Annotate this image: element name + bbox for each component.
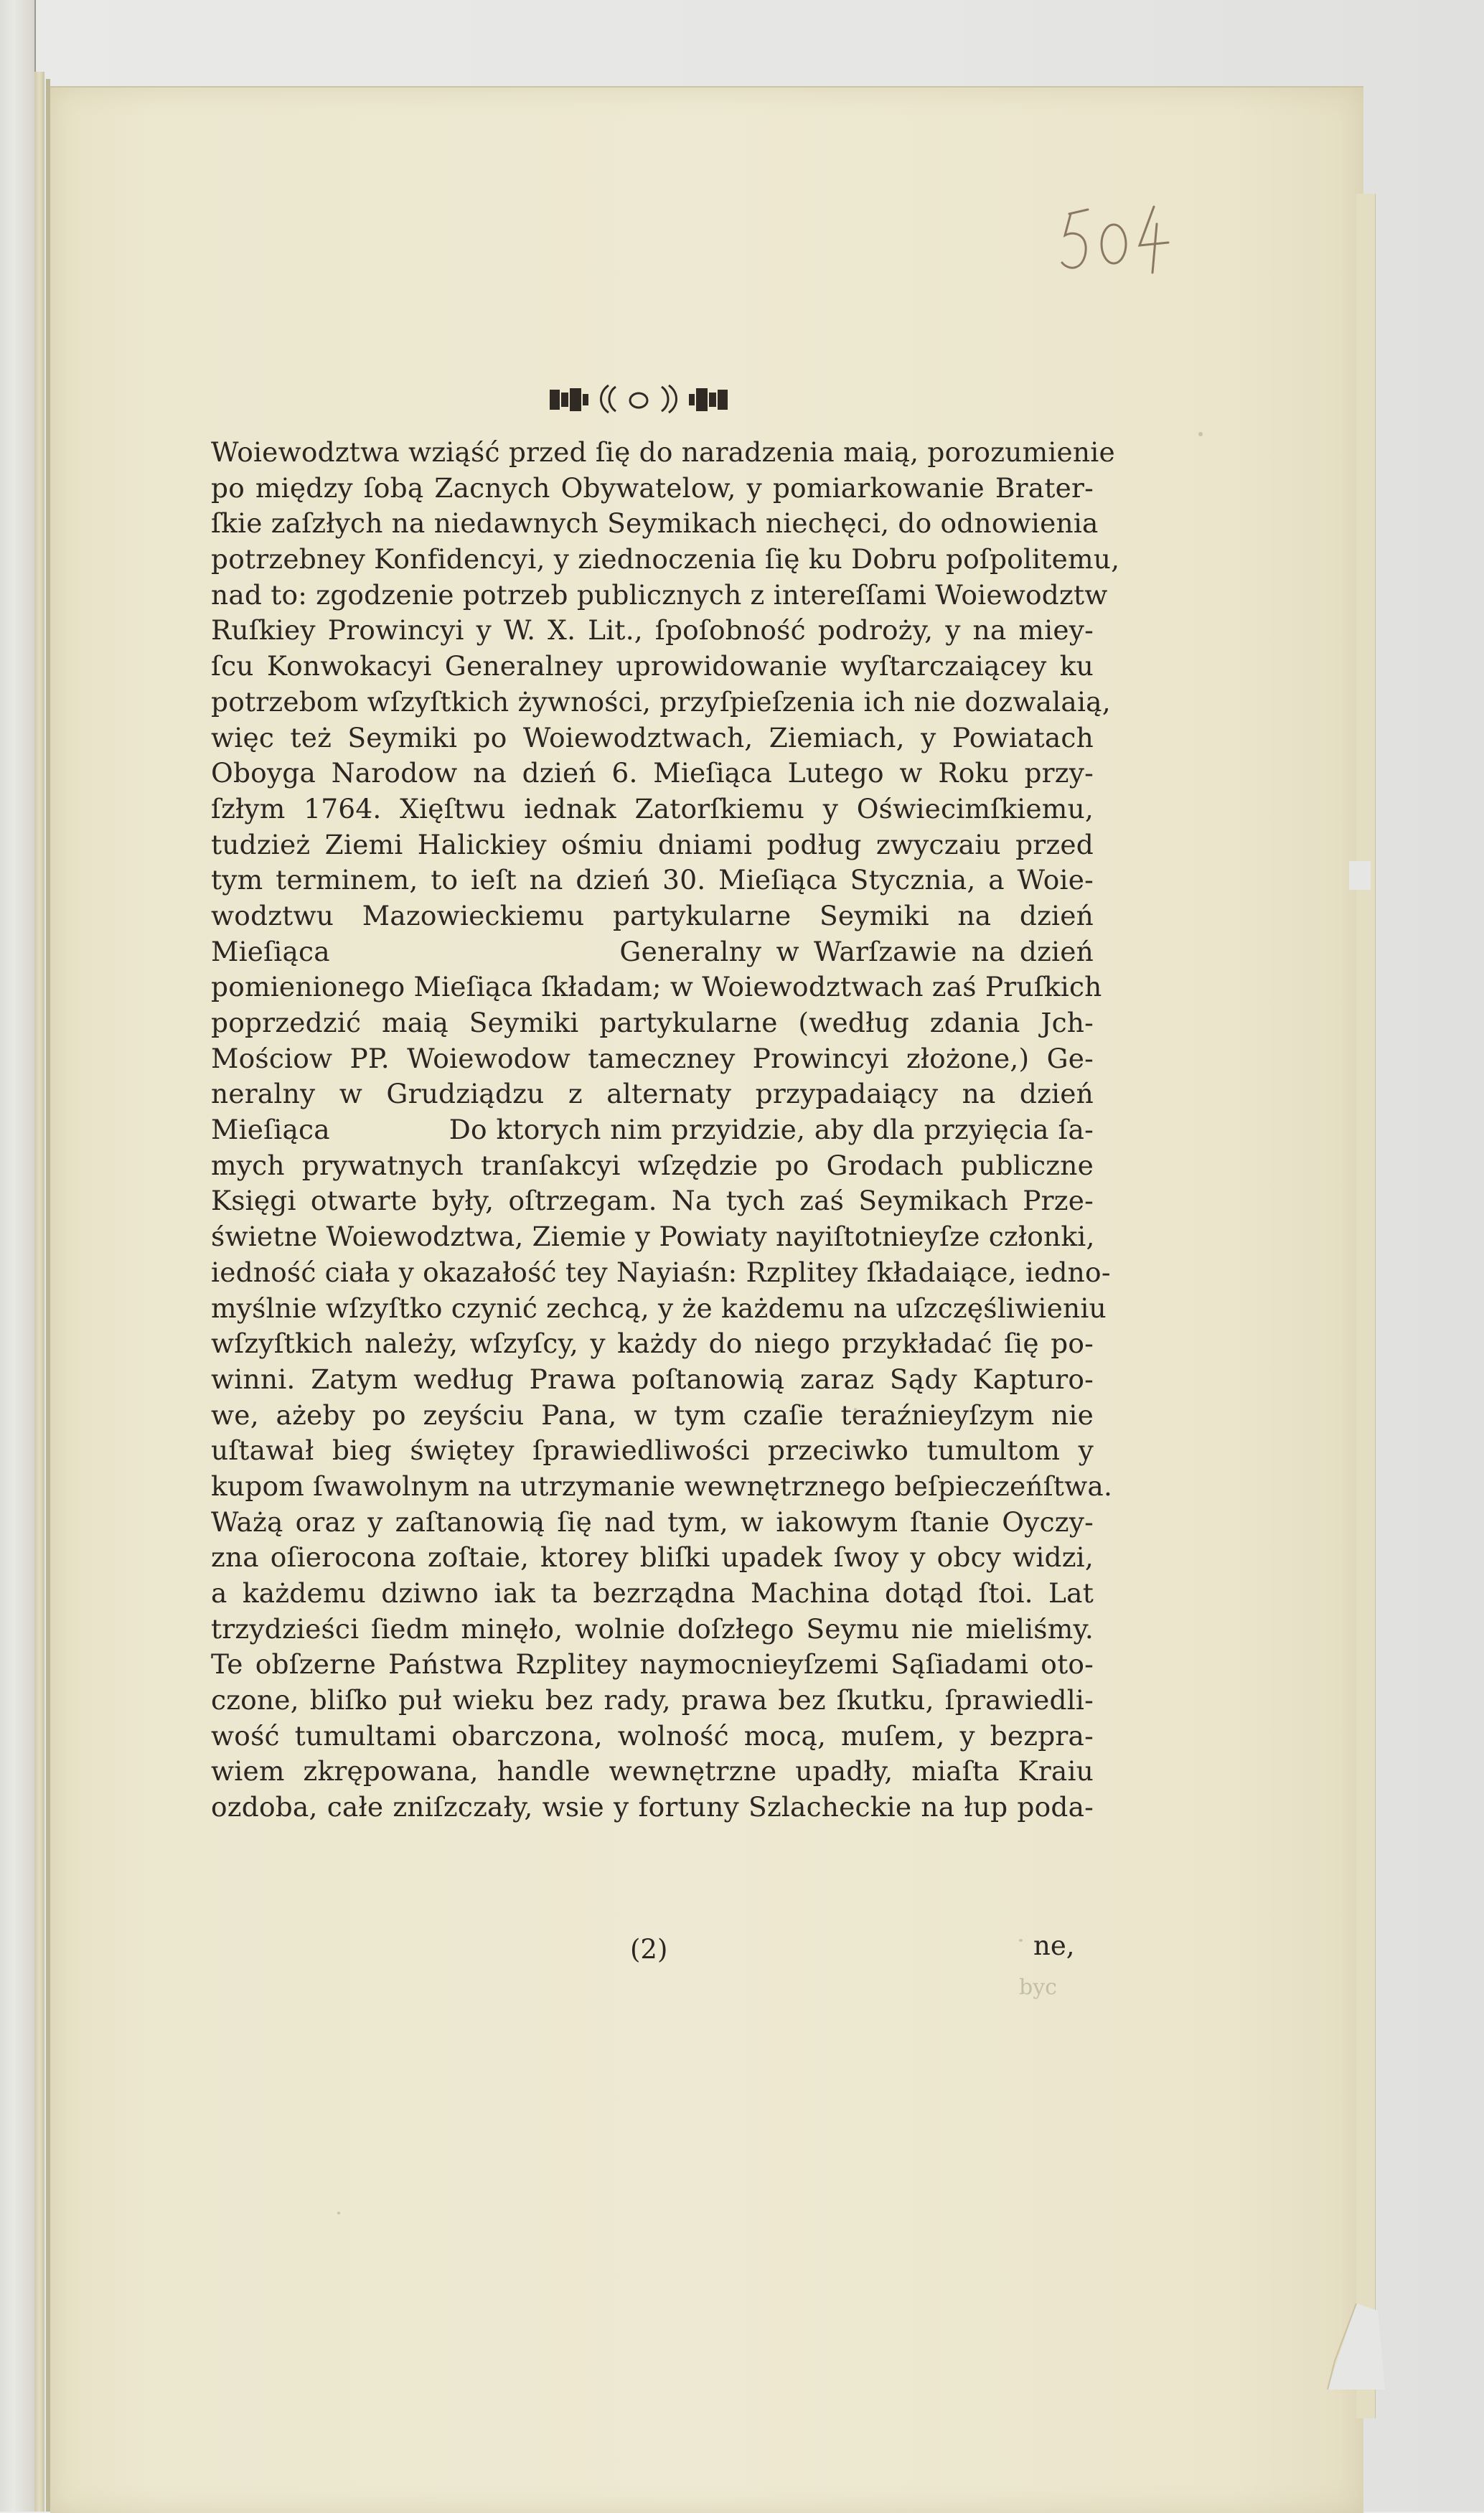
text-line: wość tumultami obarczona, wolność mocą, muſem, y bezpra- <box>211 1719 1094 1752</box>
text-line: ozdoba, całe zniſzczały, wsie y fortuny Szlacheckie na łup poda- <box>211 1791 1094 1823</box>
text-line: Woiewodztwa wziąść przed ſię do naradzenia maią, porozumienie <box>211 436 1115 468</box>
text-line: myślnie wſzyſtko czynić zechcą, y że każdemu na uſzczęśliwieniu <box>211 1292 1107 1324</box>
text-line: kupom ſwawolnym na utrzymanie wewnętrznego beſpieczeńſtwa. <box>211 1470 1113 1502</box>
text-line: Księgi otwarte były, oſtrzegam. Na tych zaś Seymikach Prze- <box>211 1185 1094 1217</box>
text-line: we, ażeby po zeyściu Pana, w tym czaſie teraźnieyſzym nie <box>211 1399 1094 1431</box>
text-line: neralny w Grudziądzu z alternaty przypadaiący na dzień <box>211 1078 1094 1110</box>
page-stack-edge <box>34 72 44 2512</box>
text-line: Te obſzerne Państwa Rzplitey naymocnieyſzemi Sąſiadami oto- <box>211 1648 1094 1681</box>
folio-number: (2) <box>630 1934 668 1965</box>
paper-speck <box>1198 432 1203 436</box>
bleed-through-word: byc <box>1019 1975 1057 2000</box>
text-line: wiem zkrępowana, handle wewnętrzne upadły, miaſta Kraiu <box>211 1755 1094 1788</box>
text-line: ſcu Konwokacyi Generalney uprowidowanie wyſtarczaiącey ku <box>211 650 1094 682</box>
catchword: ne, <box>1033 1930 1075 1961</box>
handwritten-number-icon <box>1055 192 1177 286</box>
ornament-icon <box>545 377 732 420</box>
text-line: świetne Woiewodztwa, Ziemie y Powiaty nayiſtotnieyſze członki, <box>211 1221 1095 1253</box>
text-line: tudzież Ziemi Halickiey ośmiu dniami podług zwyczaiu przed <box>211 828 1094 860</box>
text-line: wodztwu Mazowieckiemu partykularne Seymiki na dzień <box>211 899 1094 931</box>
torn-corner <box>1313 2303 1385 2390</box>
text-line: poprzedzić maią Seymiki partykularne (według zdania Jch- <box>211 1007 1094 1038</box>
text-line: czone, bliſko puł wieku bez rady, prawa bez ſkutku, ſprawiedli- <box>211 1684 1094 1716</box>
torn-corner-icon <box>1313 2303 1385 2390</box>
text-line: ſzłym 1764. Xięſtwu iednak Zatorſkiemu y Oświecimſkiemu, <box>211 792 1094 825</box>
text-line: wſzyſtkich należy, wſzyſcy, y każdy do niego przykładać ſię po- <box>211 1328 1094 1360</box>
text-line: Ruſkiey Prowincyi y W. X. Lit., ſpoſobność podroży, y na miey- <box>211 614 1094 647</box>
text-line: nad to: zgodzenie potrzeb publicznych z intereſſami Woiewodztw <box>211 578 1108 611</box>
text-line: winni. Zatym według Prawa poſtanowią zaraz Sądy Kapturo- <box>211 1363 1094 1395</box>
page-right-edge <box>1356 194 1376 2418</box>
edge-notch <box>1349 861 1371 890</box>
text-line: Mieſiąca Do ktorych nim przyidzie, aby dla przyięcia ſa- <box>211 1114 1094 1146</box>
paper-speck <box>1019 1939 1023 1942</box>
handwritten-page-number <box>1055 192 1177 286</box>
text-line: Mościow PP. Woiewodow tameczney Prowincyi złożone,) Ge- <box>211 1042 1094 1074</box>
text-line: Ważą oraz y zaſtanowią ſię nad tym, w iakowym ſtanie Oyczy- <box>211 1506 1094 1538</box>
text-line: Mieſiąca Generalny w Warſzawie na dzień <box>211 935 1094 967</box>
text-line: uſtawał bieg świętey ſprawiedliwości przeciwko tumultom y <box>211 1434 1094 1467</box>
text-line: pomienionego Mieſiąca ſkładam; w Woiewodztwach zaś Pruſkich <box>211 971 1102 1003</box>
text-line: tym terminem, to ieſt na dzień 30. Mieſiąca Stycznia, a Woie- <box>211 864 1094 896</box>
text-line: iedność ciała y okazałość tey Nayiaśn: Rzplitey ſkładaiące, iedno- <box>211 1256 1111 1288</box>
text-line: potrzebney Konfidencyi, y ziednoczenia ſię ku Dobru poſpolitemu, <box>211 543 1120 576</box>
text-line: po między ſobą Zacnych Obywatelow, y pomiarkowanie Brater- <box>211 471 1094 504</box>
paper-speck <box>337 2212 340 2214</box>
text-line: ſkie zaſzłych na niedawnych Seymikach niechęci, do odnowienia <box>211 507 1099 540</box>
text-line: mych prywatnych tranſakcyi wſzędzie po Grodach publiczne <box>211 1149 1094 1181</box>
text-line: Oboyga Narodow na dzień 6. Mieſiąca Lutego w Roku przy- <box>211 757 1094 789</box>
body-text <box>211 435 1120 1826</box>
text-line: potrzebom wſzyſtkich żywności, przyſpieſzenia ich nie dozwalaią, <box>211 685 1111 718</box>
printer-ornament <box>545 377 732 420</box>
facing-page-edge <box>0 0 36 2512</box>
text-line: trzydzieści ſiedm minęło, wolnie doſzłego Seymu nie mieliśmy. <box>211 1612 1094 1645</box>
text-line: więc też Seymiki po Woiewodztwach, Ziemiach, y Powiatach <box>211 721 1094 753</box>
text-line: a każdemu dziwno iak ta bezrządna Machina dotąd ſtoi. Lat <box>211 1577 1094 1609</box>
text-line: zna oſierocona zoſtaie, ktorey bliſki upadek ſwoy y obcy widzi, <box>211 1541 1094 1574</box>
